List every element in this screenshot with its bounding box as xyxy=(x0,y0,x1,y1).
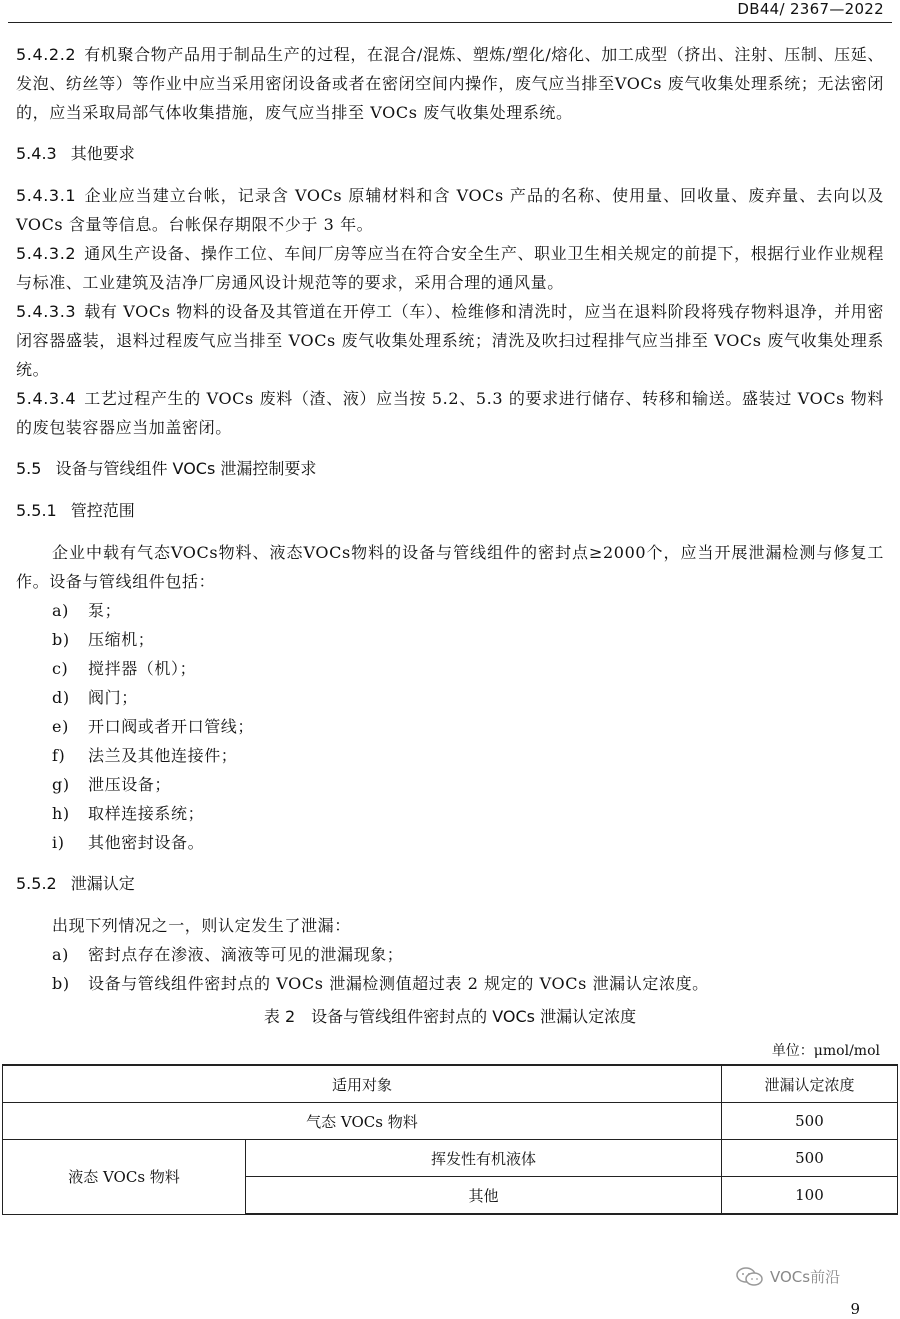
heading-title: 泄漏认定 xyxy=(70,874,135,893)
list-text: 设备与管线组件密封点的 VOCs 泄漏检测值超过表 2 规定的 VOCs 泄漏认定浓度。 xyxy=(88,974,709,993)
table-cell: 气态 VOCs 物料 xyxy=(3,1103,722,1140)
list-marker: e) xyxy=(52,717,69,736)
list-text: 泵； xyxy=(88,601,122,620)
table-unit: 单位：μmol/mol xyxy=(771,1043,880,1059)
clause-text: 企业应当建立台帐，记录含 VOCs 原辅材料和含 VOCs 产品的名称、使用量、回收量、废弃量、去向以及 VOCs 含量等信息。台帐保存期限不少于 3 年。 xyxy=(16,186,884,234)
heading-title: 设备与管线组件 VOCs 泄漏控制要求 xyxy=(55,459,317,478)
list-marker: a) xyxy=(52,945,69,964)
list-text: 取样连接系统； xyxy=(88,804,205,823)
clause-number: 5.4.2.2 xyxy=(16,45,77,64)
leak-threshold-table xyxy=(2,1064,898,1215)
list-marker: h) xyxy=(52,804,70,823)
list-text: 开口阀或者开口管线； xyxy=(88,717,255,736)
page-header xyxy=(0,0,900,22)
heading-number: 5.5.1 xyxy=(16,501,57,520)
heading-number: 5.5.2 xyxy=(16,874,57,893)
table-caption: 表 2 设备与管线组件密封点的 VOCs 泄漏认定浓度 xyxy=(263,1007,637,1026)
table-cell: 其他 xyxy=(246,1177,722,1215)
list-item xyxy=(16,828,884,857)
list-item xyxy=(16,799,884,828)
list-item xyxy=(16,683,884,712)
component-list xyxy=(16,596,884,857)
clause-number: 5.4.3.4 xyxy=(16,389,77,408)
heading-number: 5.4.3 xyxy=(16,144,57,163)
list-item xyxy=(16,969,884,998)
table-cell: 液态 VOCs 物料 xyxy=(3,1140,246,1215)
clause-5-4-3-4 xyxy=(16,384,884,442)
heading-title: 管控范围 xyxy=(70,501,135,520)
clause-number: 5.4.3.1 xyxy=(16,186,77,205)
table-header-row xyxy=(3,1065,898,1103)
leak-intro: 出现下列情况之一，则认定发生了泄漏： xyxy=(52,916,351,935)
clause-number: 5.4.3.3 xyxy=(16,302,77,321)
table-cell: 挥发性有机液体 xyxy=(246,1140,722,1177)
list-marker: f) xyxy=(52,746,66,765)
list-item xyxy=(16,712,884,741)
wechat-icon xyxy=(736,1267,764,1287)
clause-text: 载有 VOCs 物料的设备及其管道在开停工（车）、检维修和清洗时，应当在退料阶段将残存物料退净，并用密闭容器盛装，退料过程废气应当排至 VOCs 废气收集处理系统；清洗及吹扫过程排气应当排至 VOCs 废气收集处理系统。 xyxy=(16,302,884,379)
watermark xyxy=(736,1266,840,1287)
list-item xyxy=(16,625,884,654)
list-marker: g) xyxy=(52,775,70,794)
list-marker: i) xyxy=(52,833,65,852)
list-marker: a) xyxy=(52,601,69,620)
clause-5-4-3-3 xyxy=(16,297,884,384)
list-text: 密封点存在渗液、滴液等可见的泄漏现象； xyxy=(88,945,404,964)
table-cell: 500 xyxy=(721,1140,897,1177)
clause-text: 通风生产设备、操作工位、车间厂房等应当在符合安全生产、职业卫生相关规定的前提下，根据行业作业规程与标准、工业建筑及洁净厂房通风设计规范等的要求，采用合理的通风量。 xyxy=(16,244,884,292)
heading-5-5 xyxy=(16,454,884,484)
heading-title: 其他要求 xyxy=(70,144,135,163)
list-item xyxy=(16,940,884,969)
clause-number: 5.4.3.2 xyxy=(16,244,77,263)
list-marker: c) xyxy=(52,659,69,678)
heading-5-5-1 xyxy=(16,496,884,526)
table-row xyxy=(3,1103,898,1140)
clause-5-4-2-2 xyxy=(16,40,884,127)
header-rule xyxy=(8,22,892,23)
page-number: 9 xyxy=(850,1300,860,1318)
list-item xyxy=(16,596,884,625)
table-cell: 500 xyxy=(721,1103,897,1140)
table-row xyxy=(3,1140,898,1177)
list-text: 压缩机； xyxy=(88,630,155,649)
list-marker: b) xyxy=(52,974,70,993)
heading-number: 5.5 xyxy=(16,459,42,478)
list-text: 法兰及其他连接件； xyxy=(88,746,238,765)
document-body xyxy=(16,40,884,1215)
list-item xyxy=(16,770,884,799)
heading-5-5-2 xyxy=(16,869,884,899)
clause-5-4-3-1 xyxy=(16,181,884,239)
list-text: 其他密封设备。 xyxy=(88,833,205,852)
list-text: 阀门； xyxy=(88,688,138,707)
list-item xyxy=(16,654,884,683)
column-header: 泄漏认定浓度 xyxy=(721,1065,897,1103)
watermark-text: VOCs前沿 xyxy=(770,1268,841,1286)
clause-text: 工艺过程产生的 VOCs 废料（渣、液）应当按 5.2、5.3 的要求进行储存、转移和输送。盛装过 VOCs 物料的废包装容器应当加盖密闭。 xyxy=(16,389,884,437)
column-header: 适用对象 xyxy=(3,1065,722,1103)
clause-text: 有机聚合物产品用于制品生产的过程，在混合/混炼、塑炼/塑化/熔化、加工成型（挤出、注射、压制、压延、发泡、纺丝等）等作业中应当采用密闭设备或者在密闭空间内操作，废气应当排至VOCs 废气收集处理系统；无法密闭的，应当采取局部气体收集措施，废气应当排至 VOCs 废气收集处理系统。 xyxy=(16,45,884,122)
list-item xyxy=(16,741,884,770)
leak-criteria-list xyxy=(16,940,884,998)
clause-5-4-3-2 xyxy=(16,239,884,297)
list-marker: b) xyxy=(52,630,70,649)
heading-5-4-3 xyxy=(16,139,884,169)
table-cell: 100 xyxy=(721,1177,897,1215)
standard-code: DB44/ 2367—2022 xyxy=(737,0,884,18)
list-marker: d) xyxy=(52,688,70,707)
list-text: 泄压设备； xyxy=(88,775,172,794)
scope-intro: 企业中载有气态VOCs物料、液态VOCs物料的设备与管线组件的密封点≥2000个，应当开展泄漏检测与修复工作。设备与管线组件包括： xyxy=(16,543,884,591)
list-text: 搅拌器（机）； xyxy=(88,659,197,678)
